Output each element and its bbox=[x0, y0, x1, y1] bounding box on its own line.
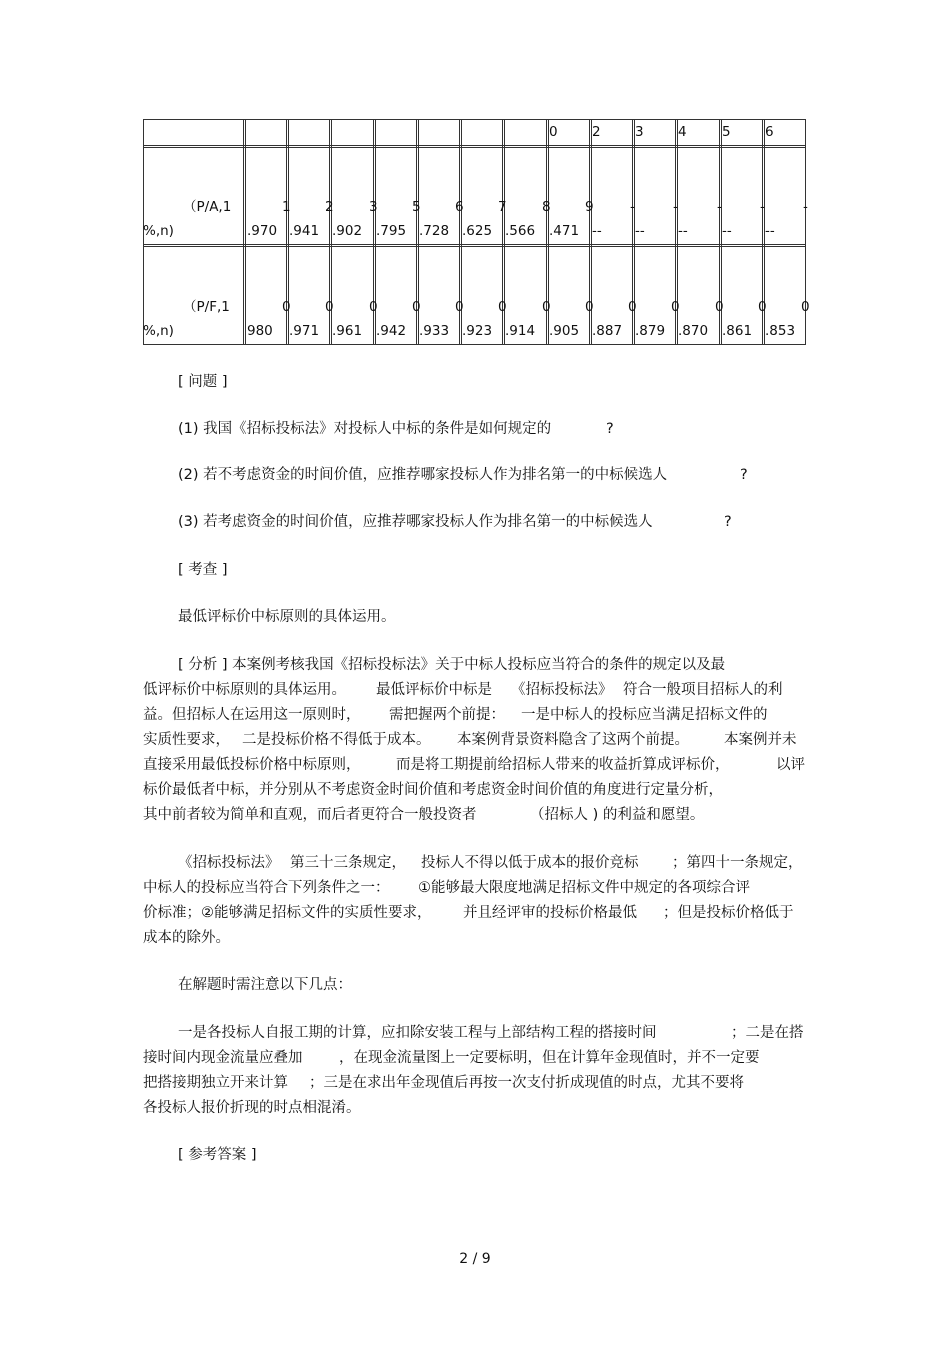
law-line: 并且经评审的投标价格最低 bbox=[463, 905, 637, 921]
row-label: %,n) bbox=[143, 323, 174, 339]
analysis-line: （招标人 ) 的利益和愿望。 bbox=[530, 807, 705, 823]
analysis-line: 而是将工期提前给招标人带来的收益折算成评标价， bbox=[396, 757, 730, 773]
value-bottom: .970 bbox=[247, 223, 278, 239]
law-line: 价标准；②能够满足招标文件的实质性要求， bbox=[143, 905, 432, 921]
value-top: 0 bbox=[715, 299, 724, 315]
value-bottom: .923 bbox=[462, 323, 493, 339]
analysis-line: 最低评标价中标是 bbox=[376, 682, 492, 698]
value-bottom: .933 bbox=[419, 323, 450, 339]
law-line: 《招标投标法》 bbox=[178, 855, 280, 871]
law-line: 中标人的投标应当符合下列条件之一： bbox=[143, 880, 390, 896]
value-bottom: .870 bbox=[678, 323, 709, 339]
note-line: ，在现金流量图上一定要标明，但在计算年金现值时，并不一定要 bbox=[339, 1050, 760, 1066]
header-cell: 2 bbox=[592, 124, 601, 140]
value-bottom: 980 bbox=[247, 323, 273, 339]
analysis-line: [ 分析 ] 本案例考核我国《招标投标法》关于中标人投标应当符合的条件的规定以及最 bbox=[178, 657, 726, 673]
header-cell: 3 bbox=[635, 124, 644, 140]
value-bottom: -- bbox=[678, 223, 688, 239]
value-bottom: .471 bbox=[549, 223, 580, 239]
question-1: (1) 我国《招标投标法》对投标人中标的条件是如何规定的 bbox=[178, 421, 552, 437]
question-2: (2) 若不考虑资金的时间价值，应推荐哪家投标人作为排名第一的中标候选人 bbox=[178, 467, 668, 483]
question-mark: ? bbox=[724, 514, 732, 530]
question-mark: ? bbox=[740, 467, 748, 483]
value-top: 3 bbox=[369, 199, 378, 215]
value-bottom: .728 bbox=[419, 223, 450, 239]
value-bottom: .887 bbox=[592, 323, 623, 339]
note-line: ；三是在求出年金现值后再按一次支付折成现值的时点，尤其不要将 bbox=[309, 1075, 744, 1091]
header-cell: 4 bbox=[678, 124, 687, 140]
section-heading: [ 考查 ] bbox=[178, 562, 228, 578]
value-top: 0 bbox=[542, 299, 551, 315]
paragraph: 在解题时需注意以下几点： bbox=[178, 977, 352, 993]
value-top: 7 bbox=[498, 199, 507, 215]
note-line: ；二是在搭 bbox=[731, 1025, 804, 1041]
value-top: 0 bbox=[498, 299, 507, 315]
value-top: - bbox=[760, 199, 765, 215]
law-line: 成本的除外。 bbox=[143, 930, 230, 946]
value-top: 6 bbox=[455, 199, 464, 215]
analysis-line: 直接采用最低投标价格中标原则， bbox=[143, 757, 361, 773]
analysis-line: 实质性要求， bbox=[143, 732, 230, 748]
analysis-line: 标价最低者中标，并分别从不考虑资金时间价值和考虑资金时间价值的角度进行定量分析， bbox=[143, 782, 723, 798]
section-heading: [ 问题 ] bbox=[178, 374, 228, 390]
value-top: 0 bbox=[758, 299, 767, 315]
value-top: 0 bbox=[801, 299, 810, 315]
note-line: 各投标人报价折现的时点相混淆。 bbox=[143, 1100, 361, 1116]
value-top: 0 bbox=[282, 299, 291, 315]
analysis-line: 二是投标价格不得低于成本。 bbox=[242, 732, 431, 748]
value-bottom: -- bbox=[635, 223, 645, 239]
value-top: 0 bbox=[455, 299, 464, 315]
row-label: （P/F,1 bbox=[183, 299, 230, 315]
value-bottom: .914 bbox=[505, 323, 536, 339]
value-top: 9 bbox=[585, 199, 594, 215]
value-top: 0 bbox=[671, 299, 680, 315]
value-bottom: -- bbox=[722, 223, 732, 239]
note-line: 一是各投标人自报工期的计算，应扣除安装工程与上部结构工程的搭接时间 bbox=[178, 1025, 657, 1041]
value-bottom: .861 bbox=[722, 323, 753, 339]
question-3: (3) 若考虑资金的时间价值，应推荐哪家投标人作为排名第一的中标候选人 bbox=[178, 514, 653, 530]
analysis-line: 本案例背景资料隐含了这两个前提。 bbox=[457, 732, 689, 748]
value-bottom: .625 bbox=[462, 223, 493, 239]
section-heading: [ 参考答案 ] bbox=[178, 1147, 257, 1163]
row-label: （P/A,1 bbox=[183, 199, 232, 215]
value-bottom: .795 bbox=[376, 223, 407, 239]
paragraph: 最低评标价中标原则的具体运用。 bbox=[178, 609, 396, 625]
analysis-line: 以评 bbox=[776, 757, 805, 773]
question-mark: ? bbox=[606, 421, 614, 437]
value-top: 0 bbox=[585, 299, 594, 315]
analysis-line: 其中前者较为简单和直观，而后者更符合一般投资者 bbox=[143, 807, 477, 823]
value-bottom: .942 bbox=[376, 323, 407, 339]
analysis-line: 益。但招标人在运用这一原则时， bbox=[143, 707, 361, 723]
analysis-line: 符合一般项目招标人的利 bbox=[623, 682, 783, 698]
row-label: %,n) bbox=[143, 223, 174, 239]
law-line: ；但是投标价格低于 bbox=[663, 905, 794, 921]
analysis-line: 《招标投标法》 bbox=[511, 682, 613, 698]
value-top: 0 bbox=[325, 299, 334, 315]
value-top: 0 bbox=[628, 299, 637, 315]
law-line: ；第四十一条规定， bbox=[672, 855, 803, 871]
value-bottom: .941 bbox=[289, 223, 320, 239]
analysis-line: 低评标价中标原则的具体运用。 bbox=[143, 682, 346, 698]
value-top: 2 bbox=[325, 199, 334, 215]
analysis-line: 一是中标人的投标应当满足招标文件的 bbox=[521, 707, 768, 723]
value-bottom: -- bbox=[765, 223, 775, 239]
value-bottom: .879 bbox=[635, 323, 666, 339]
law-line: 投标人不得以低于成本的报价竞标 bbox=[421, 855, 639, 871]
note-line: 把搭接期独立开来计算 bbox=[143, 1075, 288, 1091]
note-line: 接时间内现金流量应叠加 bbox=[143, 1050, 303, 1066]
analysis-line: 需把握两个前提： bbox=[389, 707, 505, 723]
value-top: 0 bbox=[412, 299, 421, 315]
value-top: - bbox=[630, 199, 635, 215]
value-top: 0 bbox=[369, 299, 378, 315]
value-top: - bbox=[803, 199, 808, 215]
header-cell: 6 bbox=[765, 124, 774, 140]
value-bottom: -- bbox=[592, 223, 602, 239]
page-number: 2 / 9 bbox=[459, 1251, 491, 1267]
value-top: - bbox=[673, 199, 678, 215]
value-top: 5 bbox=[412, 199, 421, 215]
law-line: ①能够最大限度地满足招标文件中规定的各项综合评 bbox=[418, 880, 750, 896]
law-line: 第三十三条规定， bbox=[290, 855, 406, 871]
interest-factor-table bbox=[143, 119, 810, 345]
header-cell: 0 bbox=[549, 124, 558, 140]
header-cell: 5 bbox=[722, 124, 731, 140]
value-bottom: .961 bbox=[332, 323, 363, 339]
value-bottom: .971 bbox=[289, 323, 320, 339]
value-bottom: .905 bbox=[549, 323, 580, 339]
value-bottom: .902 bbox=[332, 223, 363, 239]
analysis-line: 本案例并未 bbox=[724, 732, 797, 748]
value-bottom: .853 bbox=[765, 323, 796, 339]
value-top: 1 bbox=[282, 199, 291, 215]
value-bottom: .566 bbox=[505, 223, 536, 239]
value-top: 8 bbox=[542, 199, 551, 215]
value-top: - bbox=[717, 199, 722, 215]
